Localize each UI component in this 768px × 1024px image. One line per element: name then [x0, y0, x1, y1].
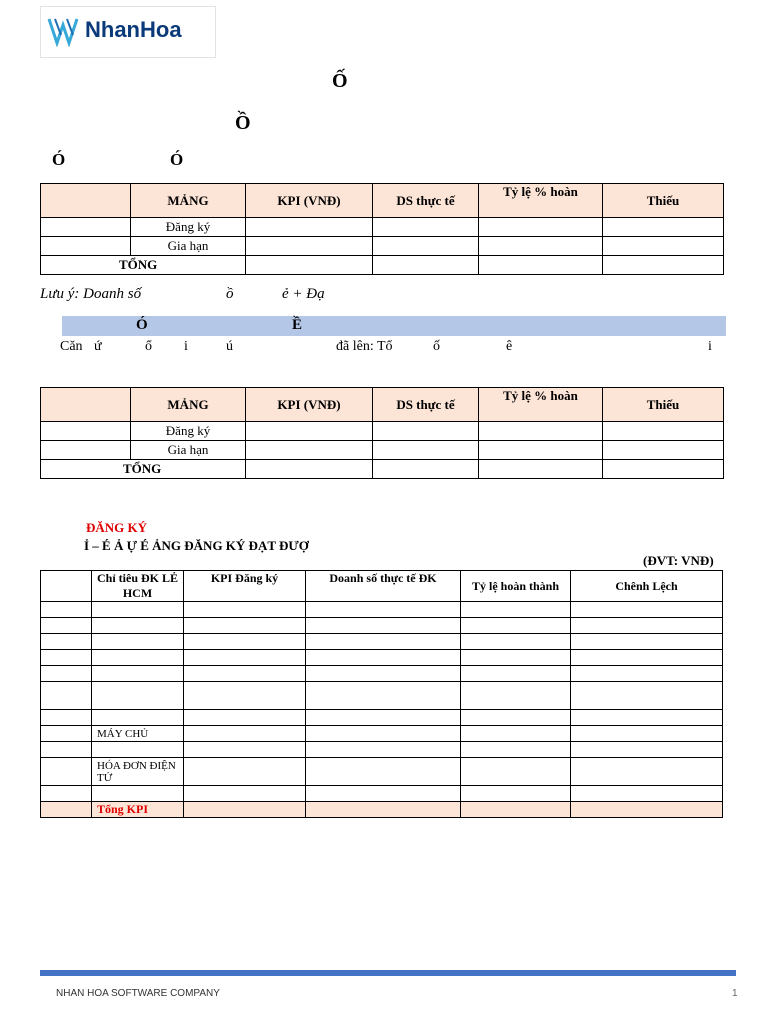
- desc-e: ú: [226, 339, 233, 354]
- note-b: ồ: [226, 286, 234, 302]
- col-chenh-lech: Chênh Lệch: [571, 571, 723, 602]
- table-row: [41, 710, 723, 726]
- col-mang: MẢNG: [131, 388, 246, 422]
- logo: [40, 6, 216, 58]
- table-row-total: [41, 802, 723, 818]
- heading-line-3b: Ó: [170, 150, 184, 169]
- section-bar: [62, 316, 726, 336]
- footer-company: NHAN HOA SOFTWARE COMPANY: [56, 988, 220, 999]
- kpi-table-1: [40, 183, 724, 275]
- total-kpi-label: Tổng KPI: [92, 802, 184, 818]
- table-row: [41, 460, 724, 479]
- col-ds: DS thực tế: [373, 184, 479, 218]
- desc-b: ứ: [94, 339, 102, 354]
- col-mang: MẢNG: [131, 184, 246, 218]
- table-row: [41, 602, 723, 618]
- col-kpi: KPI (VNĐ): [246, 388, 373, 422]
- row-label: Gia hạn: [131, 237, 246, 256]
- desc-h: ê: [506, 339, 513, 354]
- note-c: ẻ + Đạ: [282, 286, 325, 302]
- total-label: TỔNG: [41, 460, 246, 479]
- col-kpi-dang-ky: KPI Đăng ký: [184, 571, 306, 602]
- table-row: [41, 218, 724, 237]
- table-row: [41, 758, 723, 786]
- col-ty-le-hoan-thanh: Tỷ lệ hoàn thành: [461, 571, 571, 602]
- table-row: [41, 634, 723, 650]
- table-row: [41, 237, 724, 256]
- col-ty-le: Tỷ lệ % hoàn: [479, 184, 603, 218]
- note-a: Lưu ý: Doanh số: [40, 286, 142, 302]
- section-3-title: ĐĂNG KÝ: [86, 520, 148, 535]
- col-ty-le: Tỷ lệ % hoàn: [479, 388, 603, 422]
- table-row: [41, 726, 723, 742]
- col-chi-tieu: Chỉ tiêu ĐK LẺ HCM: [92, 571, 184, 602]
- footer-bar: [40, 970, 736, 976]
- col-ds: DS thực tế: [373, 388, 479, 422]
- table-row: [41, 786, 723, 802]
- col-kpi: KPI (VNĐ): [246, 184, 373, 218]
- table-row: [41, 666, 723, 682]
- desc-f: đã lên: Tổ: [336, 339, 393, 354]
- col-thieu: Thiếu: [603, 184, 724, 218]
- row-label: Gia hạn: [131, 441, 246, 460]
- row-label: Đăng ký: [131, 422, 246, 441]
- table-row: [41, 650, 723, 666]
- table-row: [41, 742, 723, 758]
- col-thieu: Thiếu: [603, 388, 724, 422]
- desc-d: i: [184, 339, 188, 354]
- section-bar-b: Ề: [292, 317, 303, 333]
- desc-c: ổ: [145, 339, 152, 354]
- registration-kpi-table: [40, 570, 723, 818]
- unit-label: (ĐVT: VNĐ): [643, 553, 714, 568]
- kpi-table-2: [40, 387, 724, 479]
- desc-g: ố: [433, 339, 440, 354]
- col-doanh-so: Doanh số thực tế ĐK: [306, 571, 461, 602]
- desc-i: i: [708, 339, 712, 354]
- desc-a: Căn: [60, 339, 83, 354]
- brand-name: NhanHoa: [85, 17, 182, 42]
- heading-line-2: Ồ: [235, 112, 251, 134]
- table-row: [41, 618, 723, 634]
- table-row: [41, 682, 723, 710]
- table-row: [41, 441, 724, 460]
- row-may-chu: MÁY CHỦ: [92, 726, 184, 742]
- page-number: 1: [732, 988, 738, 999]
- wave-logo-icon: [47, 15, 83, 47]
- heading-line-1: Ố: [332, 70, 348, 92]
- section-bar-a: Ó: [136, 317, 148, 333]
- row-label: Đăng ký: [131, 218, 246, 237]
- total-label: TỔNG: [41, 256, 246, 275]
- table-row: [41, 256, 724, 275]
- table-row: [41, 422, 724, 441]
- heading-line-3a: Ó: [52, 150, 66, 169]
- section-3-subtitle: Ỉ – É Ả Ự É ẢNG ĐĂNG KÝ ĐẠT ĐƯỢ: [84, 538, 309, 553]
- row-hoa-don: HÓA ĐƠN ĐIỆN TỬ: [92, 758, 184, 786]
